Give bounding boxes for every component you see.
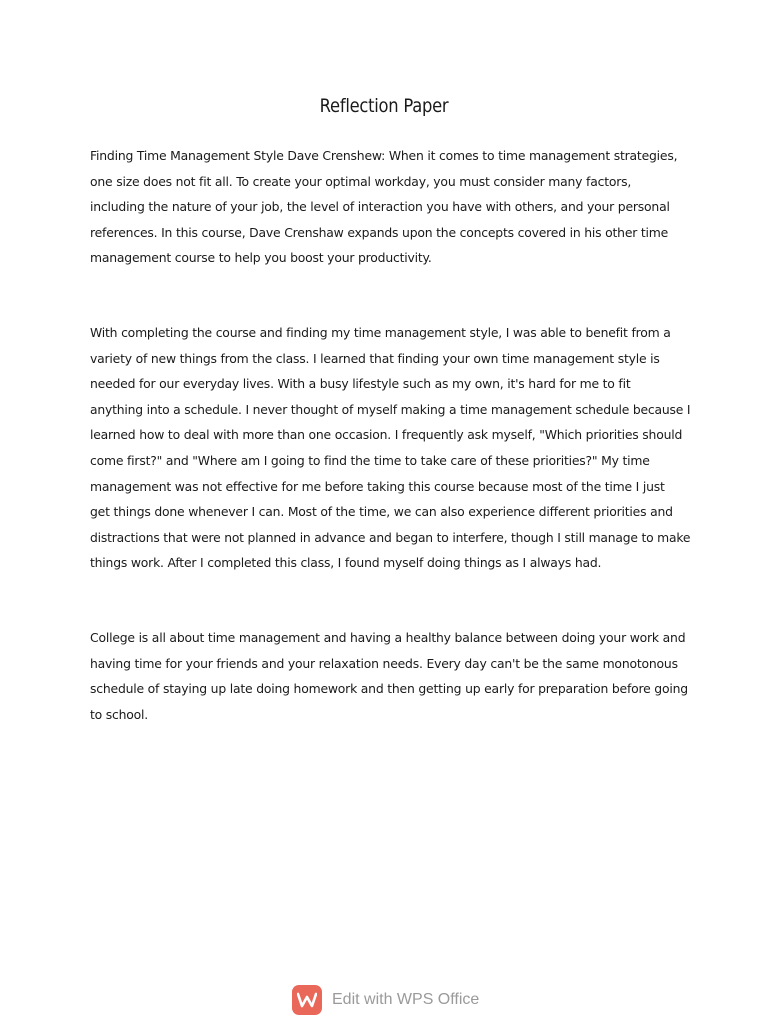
paragraph-line: one size does not fit all. To create your optimal workday, you must consider many factors, (90, 173, 632, 189)
edit-with-wps-office-label: Edit with WPS Office (332, 991, 480, 1008)
paragraph-line: references. In this course, Dave Crenshaw expands upon the concepts covered in his other time (90, 224, 669, 240)
paragraph-line: anything into a schedule. I never thought of myself making a time management schedule because I (90, 401, 691, 417)
paragraph-line: distractions that were not planned in advance and began to interfere, though I still manage to make (90, 529, 691, 545)
paragraph-line: Finding Time Management Style Dave Crenshew: When it comes to time management strategies, (90, 148, 678, 163)
paragraph-line: needed for our everyday lives. With a busy lifestyle such as my own, it's hard for me to fit (90, 376, 631, 392)
paragraph-line: things work. After I completed this class, I found myself doing things as I always had. (90, 555, 602, 571)
paragraph-line: management course to help you boost your productivity. (90, 250, 432, 266)
paragraph-line: to school. (90, 706, 149, 722)
paragraph-line: learned how to deal with more than one occasion. I frequently ask myself, "Which priorities should (90, 427, 683, 443)
paragraph-3 (90, 625, 690, 727)
paragraph-line: come first?" and "Where am I going to find the time to take care of these priorities?" My time (90, 452, 650, 468)
paragraph-line: With completing the course and finding my time management style, I was able to benefit from a (90, 325, 671, 340)
paragraph-line: variety of new things from the class. I learned that finding your own time management style is (90, 350, 660, 366)
wps-w-glyph-icon (297, 992, 317, 1008)
edit-with-wps-office-link[interactable] (292, 984, 479, 1016)
paragraph-1 (90, 143, 690, 271)
document-title: Reflection Paper (319, 95, 449, 117)
paragraph-line: College is all about time management and having a healthy balance between doing your work and (90, 630, 686, 645)
paragraph-line: having time for your friends and your relaxation needs. Every day can't be the same monotonous (90, 655, 678, 671)
paragraph-line: schedule of staying up late doing homework and then getting up early for preparation before going (90, 681, 688, 697)
paragraph-line: management was not effective for me before taking this course because most of the time I just (90, 478, 665, 494)
wps-office-logo-icon (292, 985, 322, 1015)
paragraph-line: including the nature of your job, the level of interaction you have with others, and your personal (90, 199, 670, 215)
paragraph-2 (90, 320, 690, 576)
paragraph-line: get things done whenever I can. Most of the time, we can also experience different priorities and (90, 504, 673, 520)
